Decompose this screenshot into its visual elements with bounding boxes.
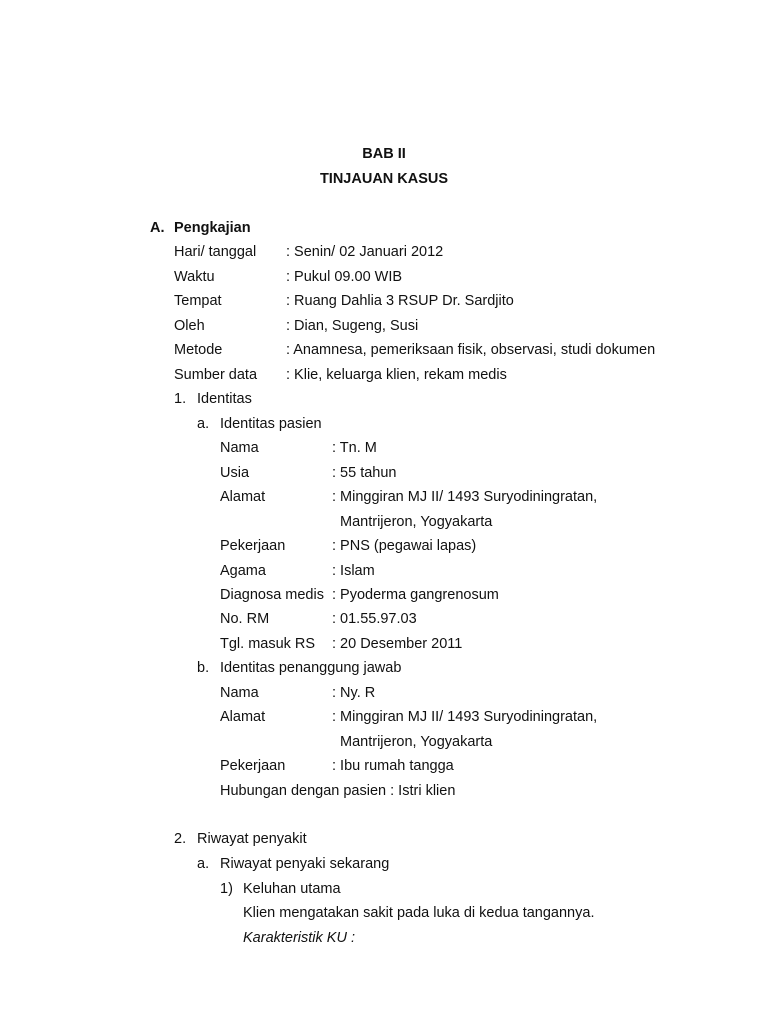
assessment-label-place: Tempat [174,293,222,309]
guardian-value-name: : Ny. R [332,685,376,701]
item-1-title: Identitas [197,391,252,407]
patient-value-admit: : 20 Desember 2011 [332,636,463,652]
assessment-label-source: Sumber data [174,367,258,383]
patient-label-diagnosis: Diagnosa medis [220,587,324,603]
patient-value-religion: : Islam [332,563,375,579]
assessment-value-date: : Senin/ 02 Januari 2012 [286,244,444,260]
assessment-label-by: Oleh [174,318,205,334]
patient-label-rm: No. RM [220,611,270,627]
patient-value-address: : Minggiran MJ II/ 1493 Suryodiningratan, [332,489,598,505]
patient-title: Identitas pasien [220,416,322,432]
guardian-value-address-cont: Mantrijeron, Yogyakarta [340,734,493,750]
assessment-label-time: Waktu [174,269,215,285]
history-marker: a. [197,856,210,872]
guardian-label-job: Pekerjaan [220,758,286,774]
complaint-title: Keluhan utama [243,881,341,897]
complaint-characteristic: Karakteristik KU : [243,930,355,946]
patient-value-job: : PNS (pegawai lapas) [332,538,477,554]
patient-label-name: Nama [220,440,259,456]
assessment-value-by: : Dian, Sugeng, Susi [286,318,419,334]
assessment-value-time: : Pukul 09.00 WIB [286,269,403,285]
section-a-marker: A. [150,220,165,236]
patient-value-age: : 55 tahun [332,465,397,481]
item-2-title: Riwayat penyakit [197,831,307,847]
guardian-marker: b. [197,660,210,676]
patient-label-address: Alamat [220,489,266,505]
assessment-value-source: : Klie, keluarga klien, rekam medis [286,367,507,383]
patient-value-name: : Tn. M [332,440,377,456]
chapter-heading: BAB II [362,146,406,162]
history-title: Riwayat penyaki sekarang [220,856,390,872]
chapter-title: TINJAUAN KASUS [319,171,449,187]
complaint-marker: 1) [220,881,233,897]
item-2-marker: 2. [174,831,187,847]
complaint-text: Klien mengatakan sakit pada luka di kedua tangannya. [243,905,595,921]
guardian-label-address: Alamat [220,709,266,725]
guardian-value-address: : Minggiran MJ II/ 1493 Suryodiningratan, [332,709,598,725]
patient-label-job: Pekerjaan [220,538,286,554]
guardian-title: Identitas penanggung jawab [220,660,402,676]
patient-label-admit: Tgl. masuk RS [220,636,316,652]
assessment-label-date: Hari/ tanggal [174,244,257,260]
patient-label-age: Usia [220,465,250,481]
assessment-label-method: Metode [174,342,223,358]
guardian-relation: Hubungan dengan pasien : Istri klien [220,783,456,799]
guardian-label-name: Nama [220,685,259,701]
patient-value-diagnosis: : Pyoderma gangrenosum [332,587,499,603]
assessment-value-method: : Anamnesa, pemeriksaan fisik, observasi, studi dokumen [286,342,656,358]
guardian-value-job: : Ibu rumah tangga [332,758,454,774]
patient-value-rm: : 01.55.97.03 [332,611,417,627]
section-a-title: Pengkajian [174,220,251,236]
patient-label-religion: Agama [220,563,266,579]
patient-marker: a. [197,416,210,432]
item-1-marker: 1. [174,391,187,407]
patient-value-address-cont: Mantrijeron, Yogyakarta [340,514,493,530]
assessment-value-place: : Ruang Dahlia 3 RSUP Dr. Sardjito [286,293,514,309]
